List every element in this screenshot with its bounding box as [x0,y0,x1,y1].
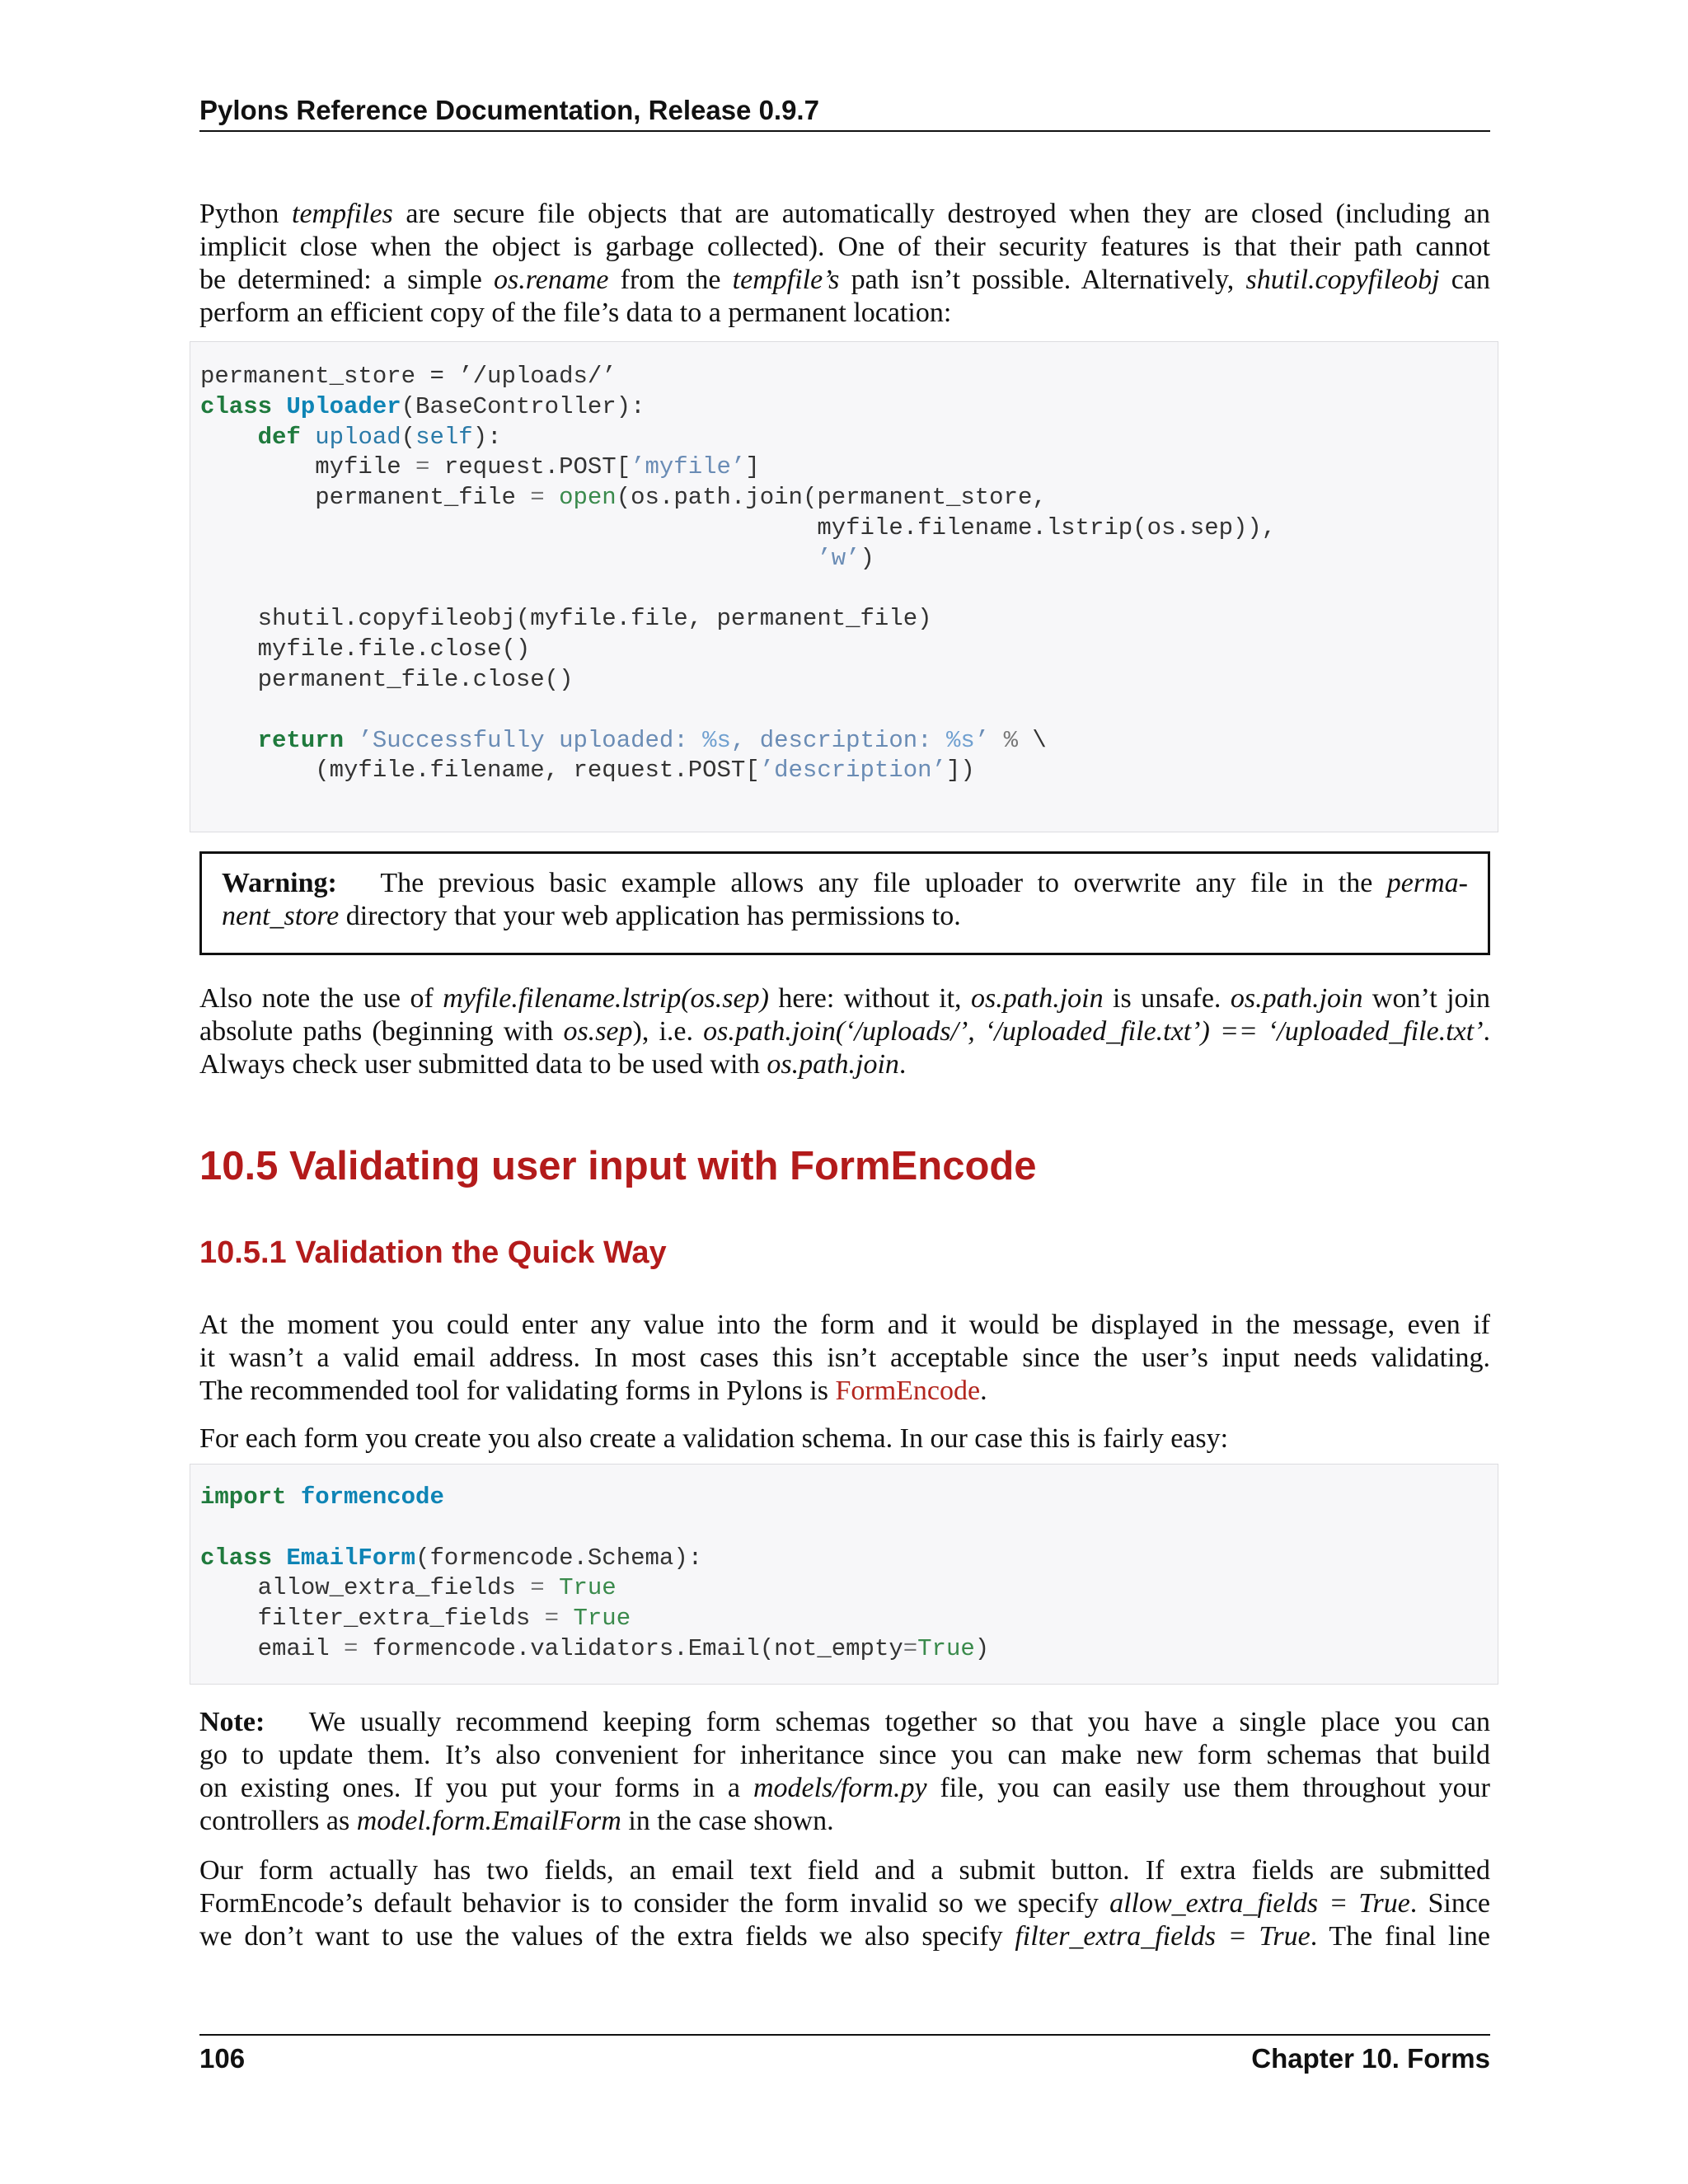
code-block-uploader [190,341,1498,832]
text-line: it wasn’t a valid email address. In most cases this isn’t acceptable since the user’s input needs validating. [199,1343,1490,1373]
warning-admonition [199,851,1490,955]
paragraph-form-fields [199,1854,1490,1953]
warning-label: Warning: [222,868,337,898]
text-line: The recommended tool for validating forms in Pylons is FormEncode. [199,1376,987,1406]
code-line: permanent_file = open(os.path.join(permanent_store, [200,484,1047,512]
warning-text [222,867,1468,933]
paragraph-validation-intro [199,1309,1490,1408]
code-line: (myfile.filename, request.POST[’description’]) [200,757,975,785]
text-line: nent_store directory that your web application has permissions to. [222,901,961,931]
section-heading: 10.5 Validating user input with FormEncode [199,1144,1037,1188]
note-label: Note: [199,1707,265,1737]
chapter-title: Chapter 10. Forms [1251,2043,1490,2074]
code-line: def upload(self): [257,423,502,451]
code-line: shutil.copyfileobj(myfile.file, permanent_file) [200,605,932,633]
page-number: 106 [199,2043,246,2074]
paragraph-schema-intro [199,1422,1490,1455]
code-line: allow_extra_fields = True [200,1574,617,1602]
paragraph-lstrip-note [199,982,1490,1081]
code-line: permanent_file.close() [200,665,574,693]
text-line: Also note the use of myfile.filename.lstrip(os.sep) here: without it, os.path.join is unsafe. os.path.join won’t join [199,983,1490,1014]
code-line: email = formencode.validators.Email(not_empty=True) [200,1634,990,1662]
text-line: go to update them. It’s also convenient for inheritance since you can make new form schemas that build [199,1740,1490,1770]
header-rule [199,130,1490,132]
code-line: myfile.filename.lstrip(os.sep)), [200,513,1277,541]
code-block-emailform [190,1464,1498,1685]
code-line: ’w’) [817,544,874,572]
text-line: Note: We usually recommend keeping form schemas together so that you have a single place you can [199,1707,1491,1737]
running-header: Pylons Reference Documentation, Release 0.9.7 [199,95,819,125]
text-line: FormEncode’s default behavior is to consider the form invalid so we specify allow_extra_fields = True. Since [199,1888,1490,1919]
code-line: myfile.file.close() [200,635,531,663]
text-line: For each form you create you also create a validation schema. In our case this is fairly easy: [199,1423,1229,1454]
text-line: controllers as model.form.EmailForm in the case shown. [199,1806,834,1836]
code-listing [200,1483,989,1665]
document-page [199,0,1490,2184]
text-line: on existing ones. If you put your forms in a models/form.py file, you can easily use them throughout your [199,1773,1491,1803]
note-admonition [199,1706,1490,1838]
text-line: we don’t want to use the values of the extra fields we also specify filter_extra_fields = True. The final line [199,1921,1490,1952]
code-line: permanent_store = ’/uploads/’ [200,363,617,390]
text-line: implicit close when the object is garbage collected). One of their security features is that their path cannot [199,232,1490,262]
text-line: perform an efficient copy of the file’s data to a permanent location: [199,298,952,328]
text-line: Warning: The previous basic example allows any file uploader to overwrite any file in the perma- [222,868,1468,898]
paragraph-tempfiles [199,198,1490,330]
text-line: Python tempfiles are secure file objects that are automatically destroyed when they are closed (including an [199,199,1490,229]
text-line: Our form actually has two fields, an email text field and a submit button. If extra fields are submitted [199,1855,1490,1886]
text-line: be determined: a simple os.rename from the tempfile’s path isn’t possible. Alternatively, shutil.copyfileobj can [199,265,1490,295]
formencode-link[interactable]: FormEncode [835,1376,981,1406]
code-line: class EmailForm(formencode.Schema): [200,1544,703,1572]
code-line: import formencode [200,1483,444,1511]
code-line: return ’Successfully uploaded: %s, description: %s’ % \ [257,726,1047,754]
text-line: Always check user submitted data to be used with os.path.join. [199,1049,907,1080]
code-line: class Uploader(BaseController): [200,392,645,420]
subsection-heading: 10.5.1 Validation the Quick Way [199,1235,667,1270]
code-line: filter_extra_fields = True [200,1605,631,1633]
code-line: myfile = request.POST[’myfile’] [200,453,760,481]
text-line: At the moment you could enter any value into the form and it would be displayed in the message, even if [199,1310,1490,1340]
footer-rule [199,2034,1490,2036]
code-listing [200,362,1276,786]
text-line: absolute paths (beginning with os.sep), i.e. os.path.join(‘/uploads/’, ‘/uploaded_file.txt’) == ‘/uploaded_file.txt’. [199,1016,1491,1047]
